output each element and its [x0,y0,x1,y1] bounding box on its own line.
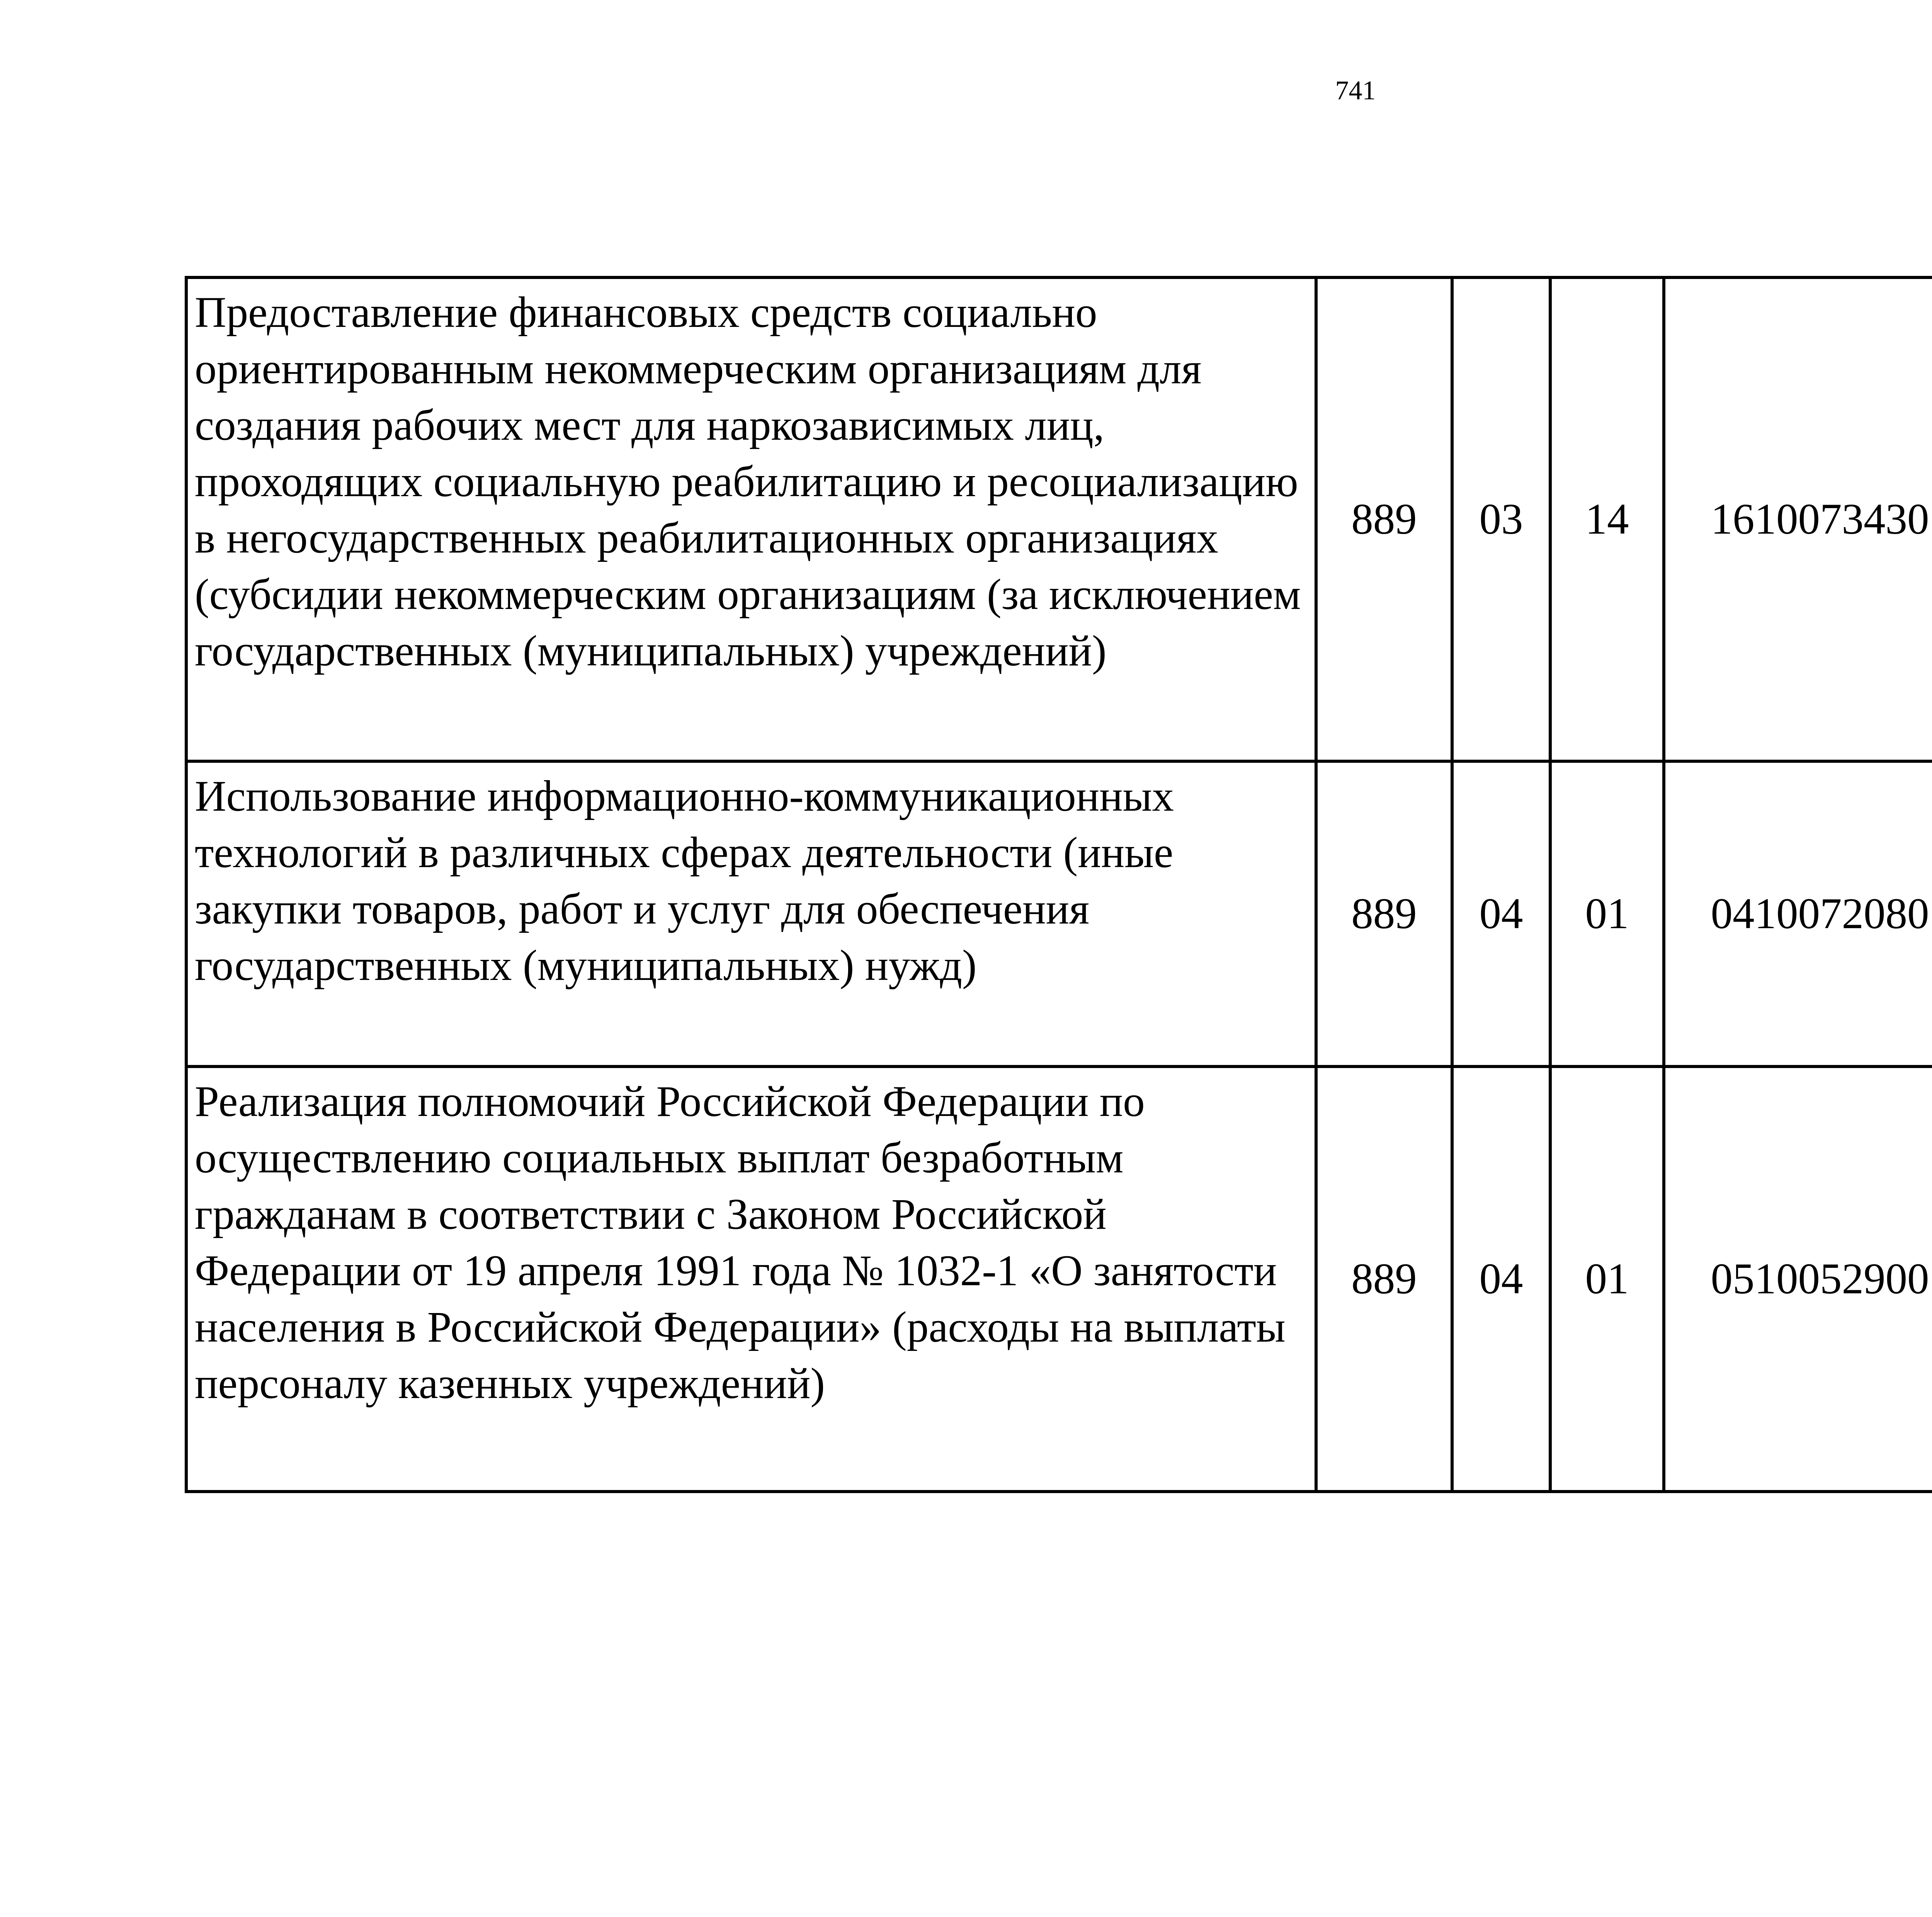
target-article-code: 0410072080 [1664,761,1932,1067]
section-code: 04 [1452,1067,1550,1492]
table-row [186,761,1932,1067]
row-description: Предоставление финансовых средств социально ориентированным некоммерческим организациям для создания рабочих мест для наркозависимых лиц, проходящих социальную реабилитацию и ресоциализацию в негосударственных реабилитационных организациях (субсидии некоммерческим организациям (за исключением государственных (муниципальных) учреждений) [186,277,1316,761]
row-description: Использование информационно-коммуникационных технологий в различных сферах деятельности (иные закупки товаров, работ и услуг для обеспечения государственных (муниципальных) нужд) [186,761,1316,1067]
section-code: 04 [1452,761,1550,1067]
page-number: 741 [1335,76,1376,105]
target-article-code: 1610073430 [1664,277,1932,761]
subsection-code: 01 [1550,1067,1664,1492]
budget-table [185,276,1932,1493]
section-code: 03 [1452,277,1550,761]
subsection-code: 01 [1550,761,1664,1067]
target-article-code: 0510052900 [1664,1067,1932,1492]
ministry-code: 889 [1316,761,1452,1067]
ministry-code: 889 [1316,1067,1452,1492]
table-row [186,277,1932,761]
ministry-code: 889 [1316,277,1452,761]
row-description: Реализация полномочий Российской Федерации по осуществлению социальных выплат безработным гражданам в соответствии с Законом Российской Федерации от 19 апреля 1991 года № 1032-1 «О занятости населения в Российской Федерации» (расходы на выплаты персоналу казенных учреждений) [186,1067,1316,1492]
subsection-code: 14 [1550,277,1664,761]
table-row [186,1067,1932,1492]
